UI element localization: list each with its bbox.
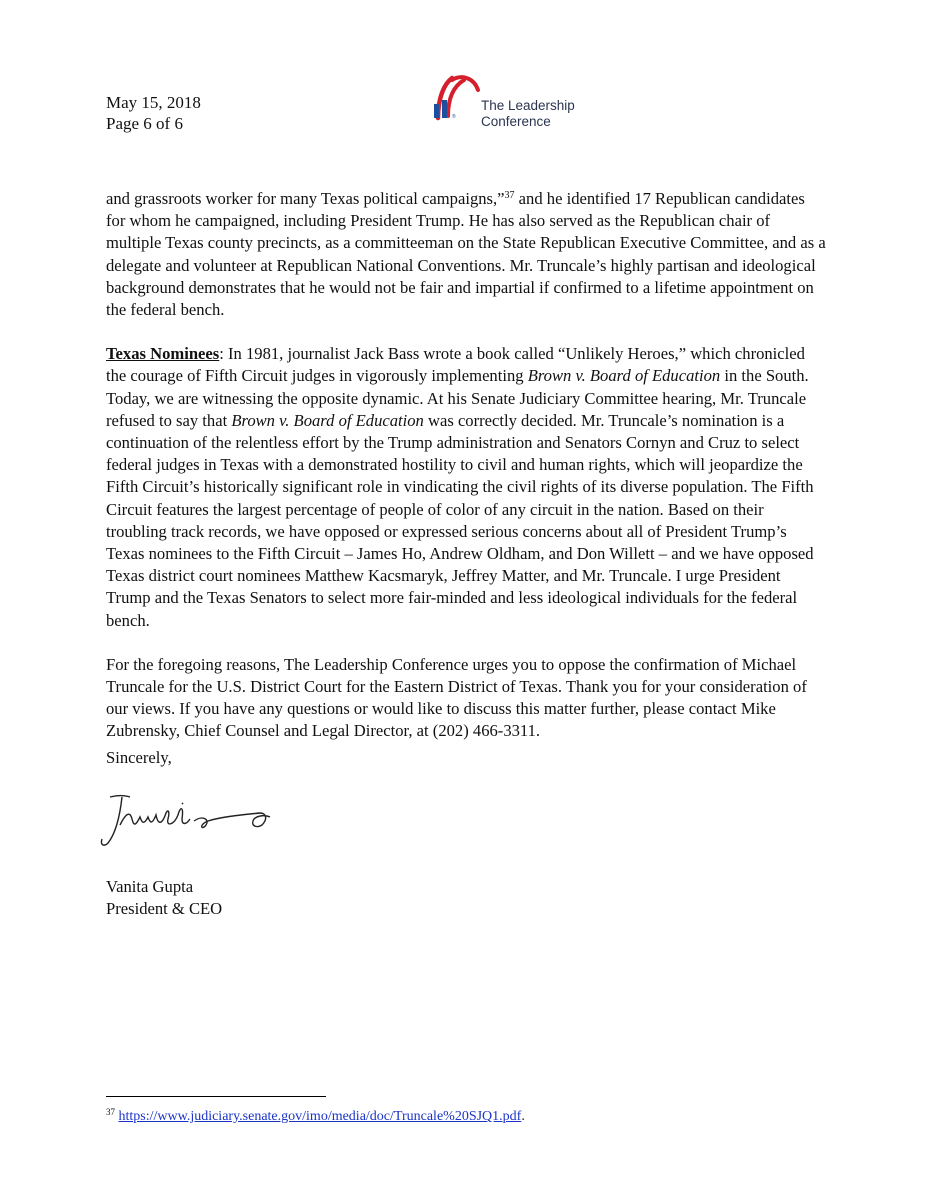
case-name: Brown v. Board of Education (527, 366, 721, 386)
footnote-trailing: . (521, 1109, 525, 1124)
footnote-link[interactable]: https://www.judiciary.senate.gov/imo/media/doc/Truncale%20SJQ1.pdf (118, 1109, 522, 1124)
closing-salutation: Sincerely, (106, 748, 172, 767)
header-date-block (106, 92, 201, 134)
footnote (106, 1108, 525, 1126)
logo-arcs-icon (430, 74, 480, 122)
paragraph-text: in the South. Today, we are witnessing the opposite dynamic. At his Senate Judiciary Committee hearing, Mr. Truncale refused to say that (106, 366, 809, 430)
section-heading-texas-nominees: Texas Nominees (106, 344, 220, 364)
paragraph-texas-nominees (106, 343, 828, 632)
paragraph-partisan-background (106, 188, 828, 321)
logo-wordmark (481, 98, 575, 130)
svg-text:®: ® (452, 114, 456, 120)
signer-name: Vanita Gupta (106, 877, 194, 896)
footnote-reference: 37 (504, 190, 515, 201)
logo-line-1: The Leadership (481, 98, 575, 113)
case-name: Brown v. Board of Education (231, 410, 424, 430)
page-number: Page 6 of 6 (106, 114, 183, 133)
letter-body (106, 188, 828, 765)
paragraph-text: was correctly decided. Mr. Truncale’s nomination is a continuation of the relentless effort by the Trump administration and Senators Cornyn and Cruz to select federal judges in Texas with a demonstrated hostility to civil and human rights, which will jeopardize the Fifth Circuit’s historically significant role in vindicating the civil rights of its diverse population. The Fifth Circuit features the largest percentage of people of color of any circuit in the nation. Based on their troubling track records, we have opposed or expressed serious concerns about all of President Trump’s Texas nominees to the Fifth Circuit – James Ho, Andrew Oldham, and Don Willett – and we have opposed Texas district court nominees Matthew Kacsmaryk, Jeffrey Matter, and Mr. Truncale. I urge President Trump and the Texas Senators to select more fair-minded and less ideological individuals for the federal bench. (106, 410, 814, 630)
footnote-number: 37 (106, 1107, 115, 1117)
paragraph-text: : In 1981, journalist Jack Bass wrote a book called “Unlikely Heroes,” which chronicled the courage of Fifth Circuit judges in vigorously implementing (106, 344, 805, 386)
handwritten-signature (90, 785, 280, 855)
paragraph-conclusion: For the foregoing reasons, The Leadership Conference urges you to oppose the confirmation of Michael Truncale for the U.S. District Court for the Eastern District of Texas. Thank you for your consideration of our views. If you have any questions or would like to discuss this matter further, please contact Mike Zubrensky, Chief Counsel and Legal Director, at (202) 466-3311. (106, 654, 807, 741)
footnote-divider (106, 1096, 326, 1097)
paragraph-text: and he identified 17 Republican candidates for whom he campaigned, including President Trump. He has also served as the Republican chair of multiple Texas county precincts, as a committeeman on the State Republican Executive Committee, and as a delegate and volunteer at Republican National Conventions. Mr. Truncale’s highly partisan and ideological background demonstrates that he would not be fair and impartial if confirmed to a lifetime appointment on the federal bench. (106, 189, 826, 320)
logo-line-2: Conference (481, 114, 551, 129)
signer-title: President & CEO (106, 899, 223, 919)
paragraph-text: and grassroots worker for many Texas political campaigns,” (106, 189, 505, 208)
signer-block (106, 876, 222, 920)
leadership-conference-logo (430, 74, 630, 134)
letter-date: May 15, 2018 (106, 93, 201, 112)
